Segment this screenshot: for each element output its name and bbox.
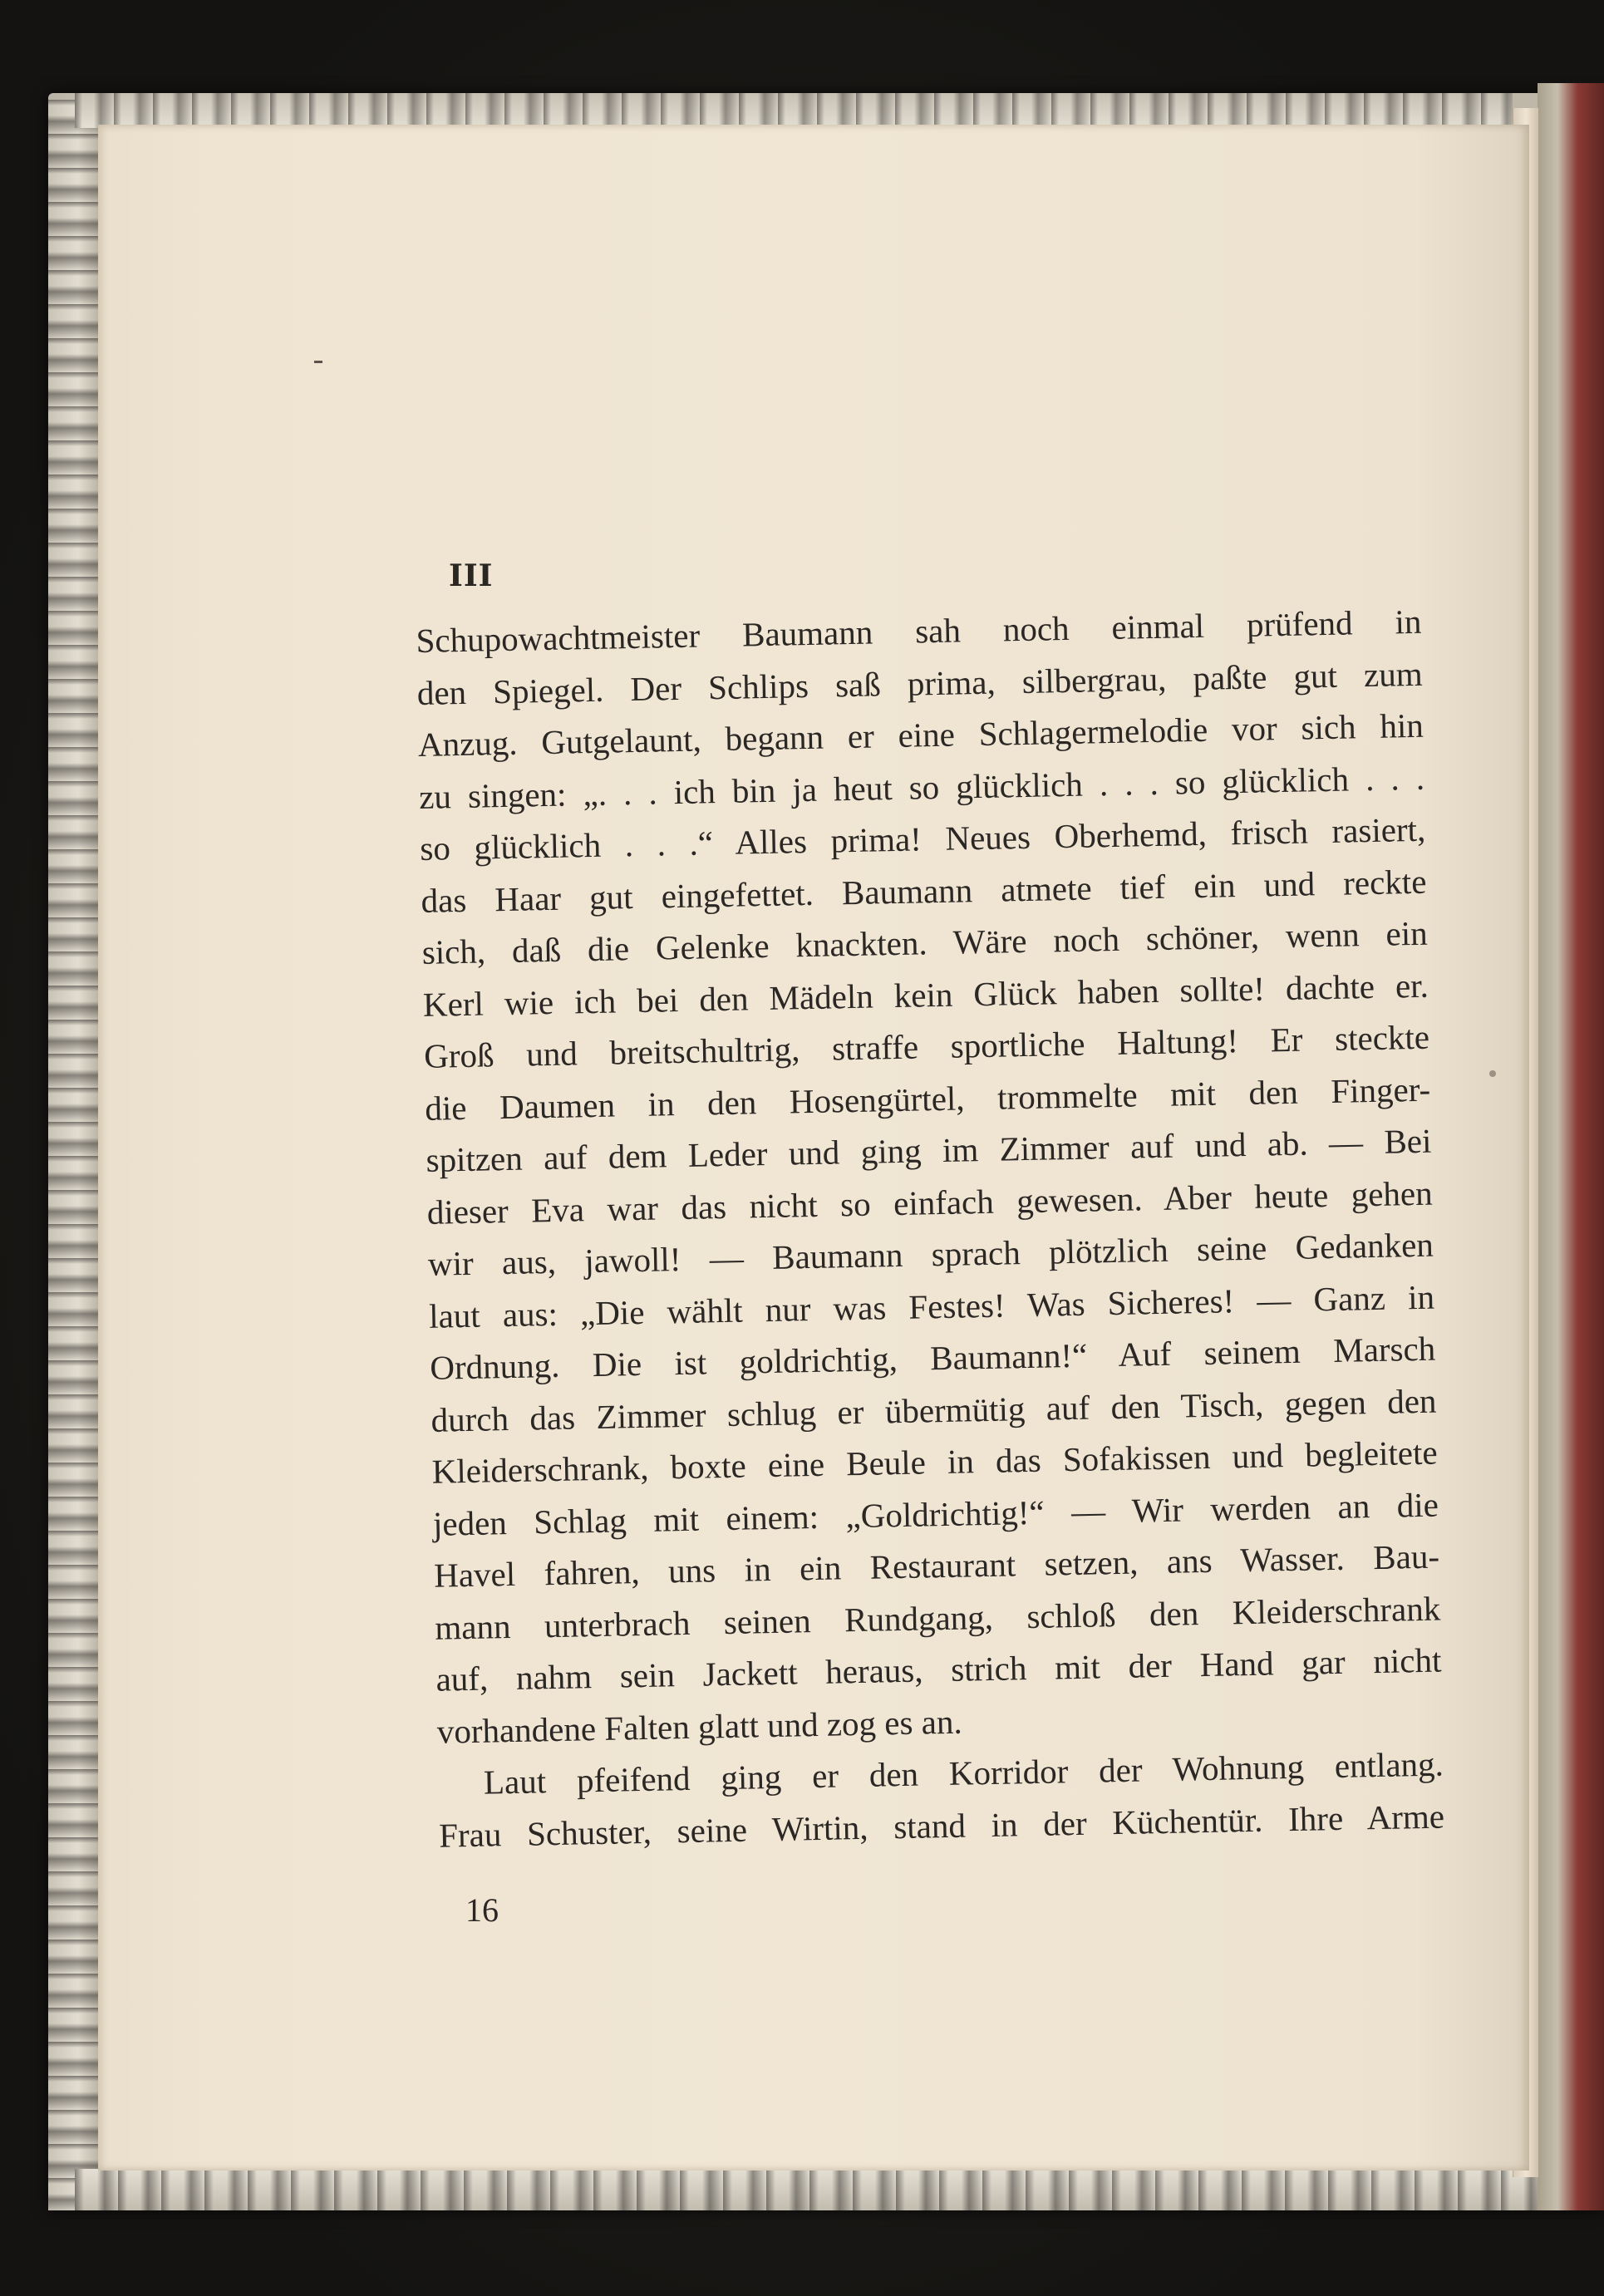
text-line: Schupowachtmeister Baumann sah noch einmal prüfend in (416, 602, 1422, 660)
paragraph (416, 596, 1443, 1758)
text-line: den Spiegel. Der Schlips saß prima, silbergrau, paßte gut zum (416, 654, 1424, 712)
text-line: das Haar gut eingefettet. Baumann atmete tief ein und reckte (421, 862, 1427, 920)
text-line: wir aus, jawoll! — Baumann sprach plötzlich seine Gedanken (427, 1225, 1434, 1283)
page-edge-top (75, 93, 1513, 128)
text-line: die Daumen in den Hosengürtel, trommelte mit den Finger- (424, 1069, 1431, 1128)
body-text (416, 596, 1445, 1861)
text-line: auf, nahm sein Jackett heraus, strich mit der Hand gar nicht (435, 1640, 1442, 1699)
text-line: Groß und breitschultrig, straffe sportliche Haltung! Er steckte (423, 1017, 1430, 1075)
page-edge-bottom (75, 2169, 1538, 2210)
text-line: Havel fahren, uns in ein Restaurant setzen, ans Wasser. Bau- (433, 1536, 1440, 1595)
page-number: 16 (465, 1891, 499, 1929)
book-spine-edge (1538, 83, 1604, 2210)
text-line: zu singen: „. . . ich bin ja heut so glücklich . . . so glücklich . . . (418, 758, 1425, 816)
text-line: Anzug. Gutgelaunt, begann er eine Schlagermelodie vor sich hin (417, 706, 1424, 764)
text-line: Ordnung. Die ist goldrichtig, Baumann!“ Auf seinem Marsch (429, 1329, 1436, 1387)
text-line: vorhandene Falten glatt und zog es an. (436, 1702, 963, 1751)
text-line: so glücklich . . .“ Alles prima! Neues Oberhemd, frisch rasiert, (419, 809, 1426, 868)
text-line: sich, daß die Gelenke knackten. Wäre noch schöner, wenn ein (421, 913, 1429, 971)
text-line: Laut pfeifend ging er den Korridor der Wohnung entlang. (483, 1744, 1444, 1802)
text-line: jeden Schlag mit einem: „Goldrichtig!“ — Wir werden an die (432, 1485, 1439, 1543)
text-line: dieser Eva war das nicht so einfach gewesen. Aber heute gehen (426, 1173, 1434, 1232)
page-dot (1489, 1070, 1496, 1077)
text-line: Kleiderschrank, boxte eine Beule in das Sofakissen und begleitete (431, 1433, 1439, 1491)
text-line: spitzen auf dem Leder und ging im Zimmer auf und ab. — Bei (426, 1121, 1432, 1179)
text-line: Frau Schuster, seine Wirtin, stand in der Küchentür. Ihre Arme (438, 1797, 1445, 1855)
page-mark (314, 361, 322, 363)
text-line: durch das Zimmer schlug er übermütig auf den Tisch, gegen den (431, 1381, 1437, 1439)
paragraph (437, 1738, 1444, 1861)
section-marker: III (449, 558, 494, 593)
text-line: Kerl wie ich bei den Mädeln kein Glück haben sollte! dachte er. (422, 966, 1429, 1024)
page-edge-left (48, 100, 98, 2210)
text-line: mann unterbrach seinen Rundgang, schloß den Kleiderschrank (434, 1589, 1441, 1647)
text-line: laut aus: „Die wählt nur was Festes! Was Sicheres! — Ganz in (428, 1277, 1435, 1335)
